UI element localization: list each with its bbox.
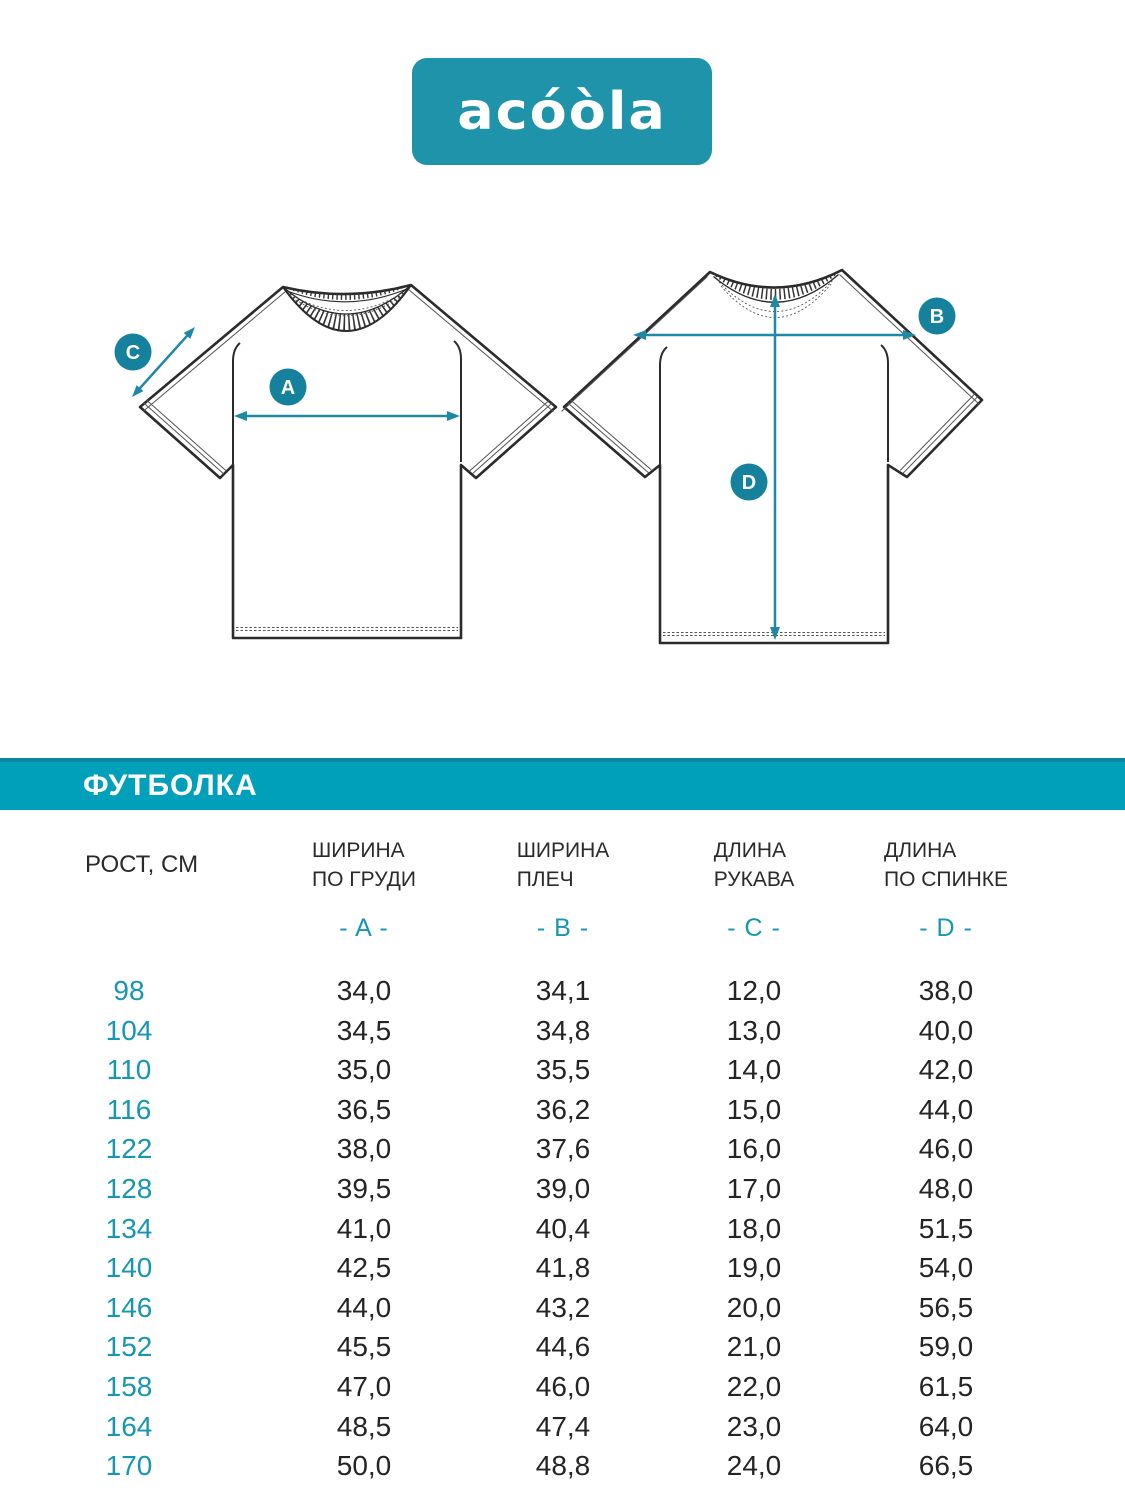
letter-c: - C - xyxy=(727,914,781,942)
measurement-value: 34,1 xyxy=(535,975,591,1006)
letter-a: - A - xyxy=(339,914,389,942)
size-table-body xyxy=(0,971,1125,1486)
header-line: ДЛИНА xyxy=(883,839,957,862)
measurement-value: 48,8 xyxy=(535,1450,591,1482)
height-column-header: РОСТ, СМ xyxy=(85,851,199,878)
measurement-value: 50,0 xyxy=(336,1450,392,1482)
measurement-value: 41,8 xyxy=(535,1252,591,1284)
back-shirt-illustration xyxy=(562,270,983,643)
measurement-value: 15,0 xyxy=(726,1093,782,1125)
measurement-value: 22,0 xyxy=(726,1370,782,1402)
measurement-value: 64,0 xyxy=(918,1410,974,1442)
measurement-value: 51,5 xyxy=(918,1212,974,1244)
measurement-value: 40,4 xyxy=(535,1212,591,1244)
table-row xyxy=(0,1209,1125,1249)
measurement-value: 47,0 xyxy=(336,1370,392,1402)
table-row xyxy=(0,1169,1125,1209)
table-row xyxy=(0,1129,1125,1169)
measurement-value: 46,0 xyxy=(918,1133,974,1165)
measurement-value: 39,5 xyxy=(336,1172,392,1204)
height-value: 152 xyxy=(105,1331,153,1363)
header-line: РУКАВА xyxy=(713,868,795,891)
tshirt-measurement-diagram xyxy=(0,230,1125,700)
height-value: 98 xyxy=(113,975,145,1006)
height-value: 104 xyxy=(105,1014,153,1046)
header-line: ШИРИНА xyxy=(312,839,405,862)
height-value: 158 xyxy=(105,1370,153,1402)
measurement-value: 24,0 xyxy=(726,1450,782,1482)
measurement-value: 14,0 xyxy=(726,1054,782,1086)
letter-reference-row xyxy=(0,912,1125,944)
shoulder-badge-label: B xyxy=(929,306,945,328)
table-row xyxy=(0,1011,1125,1051)
back-length-badge-label: D xyxy=(741,472,757,494)
section-banner xyxy=(0,758,1125,810)
measurement-value: 13,0 xyxy=(726,1014,782,1046)
measurement-value: 40,0 xyxy=(918,1014,974,1046)
measurement-value: 45,5 xyxy=(336,1331,392,1363)
shoulder-column-header xyxy=(470,836,656,894)
sleeve-badge-label: C xyxy=(125,342,141,364)
measurement-value: 56,5 xyxy=(918,1291,974,1323)
section-title: ФУТБОЛКА xyxy=(83,769,258,802)
measurement-value: 19,0 xyxy=(726,1252,782,1284)
measurement-value: 48,5 xyxy=(336,1410,392,1442)
measurement-value: 17,0 xyxy=(726,1172,782,1204)
measurement-value: 12,0 xyxy=(726,975,782,1006)
height-value: 110 xyxy=(106,1054,152,1086)
chest-badge-label: A xyxy=(280,377,296,399)
height-value: 170 xyxy=(105,1450,153,1482)
height-value: 146 xyxy=(105,1291,153,1323)
table-row xyxy=(0,1090,1125,1130)
height-value: 140 xyxy=(105,1252,153,1284)
measurement-value: 41,0 xyxy=(336,1212,392,1244)
measurement-value: 37,6 xyxy=(535,1133,591,1165)
measurement-value: 18,0 xyxy=(726,1212,782,1244)
back-length-column-header xyxy=(852,836,1040,894)
measurement-value: 21,0 xyxy=(726,1331,782,1363)
measurement-value: 44,6 xyxy=(535,1331,591,1363)
measurement-value: 43,2 xyxy=(535,1291,591,1323)
measurement-value: 20,0 xyxy=(726,1291,782,1323)
measurement-value: 61,5 xyxy=(918,1370,974,1402)
measurement-value: 35,0 xyxy=(336,1054,392,1086)
measurement-value: 48,0 xyxy=(918,1172,974,1204)
measurement-value: 47,4 xyxy=(535,1410,591,1442)
height-value: 164 xyxy=(105,1410,153,1442)
table-row xyxy=(0,1367,1125,1407)
measurement-value: 66,5 xyxy=(918,1450,974,1482)
table-row xyxy=(0,1327,1125,1367)
chest-column-header xyxy=(258,836,470,894)
brand-logo-text: acóòla xyxy=(457,81,667,142)
measurement-value: 36,5 xyxy=(336,1093,392,1125)
header-line: ПО СПИНКЕ xyxy=(883,868,1009,891)
measurement-value: 59,0 xyxy=(918,1331,974,1363)
measurement-value: 44,0 xyxy=(918,1093,974,1125)
brand-logo xyxy=(412,58,712,165)
measurement-value: 42,5 xyxy=(336,1252,392,1284)
table-row xyxy=(0,1288,1125,1328)
header-line: ШИРИНА xyxy=(516,839,610,862)
measurement-value: 38,0 xyxy=(336,1133,392,1165)
measurement-value: 46,0 xyxy=(535,1370,591,1402)
letter-d: - D - xyxy=(919,914,973,942)
measurement-value: 35,5 xyxy=(535,1054,591,1086)
measurement-value: 34,8 xyxy=(535,1014,591,1046)
measurement-value: 36,2 xyxy=(535,1093,591,1125)
table-row xyxy=(0,1407,1125,1447)
measurement-value: 44,0 xyxy=(336,1291,392,1323)
header-line: ПО ГРУДИ xyxy=(312,868,416,891)
header-line: ПЛЕЧ xyxy=(516,868,574,891)
table-row xyxy=(0,971,1125,1011)
table-row xyxy=(0,1050,1125,1090)
height-value: 122 xyxy=(105,1133,153,1165)
measurement-value: 39,0 xyxy=(535,1172,591,1204)
height-value: 134 xyxy=(105,1212,153,1244)
measurement-value: 38,0 xyxy=(918,975,974,1006)
letter-spacer xyxy=(0,912,258,944)
measurement-value: 42,0 xyxy=(918,1054,974,1086)
header-line: ДЛИНА xyxy=(713,839,787,862)
front-shirt-illustration xyxy=(140,285,556,638)
letter-b: - B - xyxy=(536,914,590,942)
sleeve-column-header xyxy=(656,836,852,894)
table-header-row xyxy=(0,836,1125,894)
measurement-value: 23,0 xyxy=(726,1410,782,1442)
table-row xyxy=(0,1248,1125,1288)
table-row xyxy=(0,1446,1125,1486)
measurement-value: 34,5 xyxy=(336,1014,392,1046)
measurement-value: 54,0 xyxy=(918,1252,974,1284)
measurement-value: 16,0 xyxy=(726,1133,782,1165)
height-value: 116 xyxy=(106,1093,152,1125)
height-value: 128 xyxy=(105,1172,153,1204)
measurement-value: 34,0 xyxy=(336,975,392,1006)
